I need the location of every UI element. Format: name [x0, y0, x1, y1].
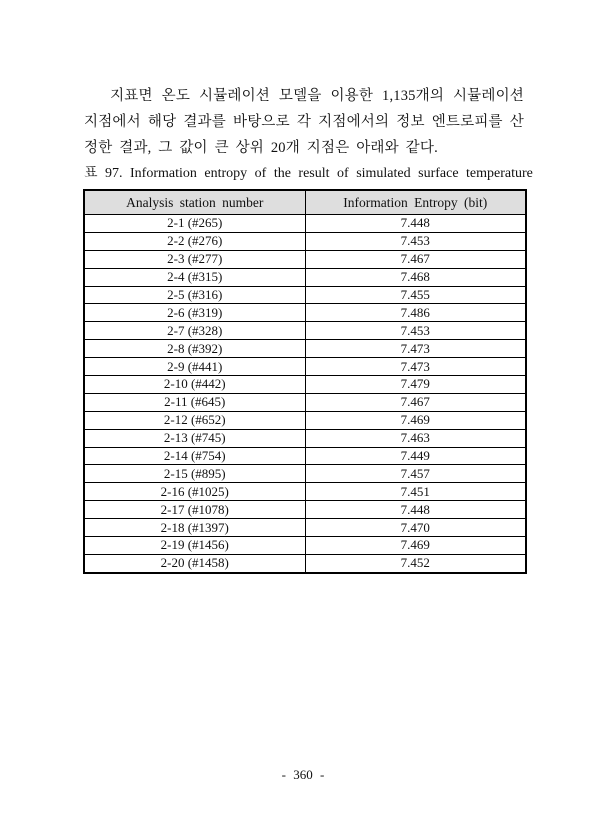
station-cell: 2-10 (#442)	[84, 376, 305, 394]
entropy-cell: 7.452	[305, 554, 526, 572]
entropy-cell: 7.453	[305, 322, 526, 340]
entropy-cell: 7.448	[305, 215, 526, 233]
table-header-row	[84, 190, 526, 215]
entropy-cell: 7.463	[305, 429, 526, 447]
table-row	[84, 304, 526, 322]
table-row	[84, 519, 526, 537]
entropy-cell: 7.468	[305, 268, 526, 286]
table-row	[84, 232, 526, 250]
column-header-station: Analysis station number	[84, 190, 305, 215]
table-row	[84, 465, 526, 483]
table-row	[84, 483, 526, 501]
entropy-cell: 7.473	[305, 358, 526, 376]
table-row	[84, 340, 526, 358]
table-body	[84, 215, 526, 573]
station-cell: 2-15 (#895)	[84, 465, 305, 483]
station-cell: 2-5 (#316)	[84, 286, 305, 304]
entropy-cell: 7.469	[305, 537, 526, 555]
body-paragraph: 지표면 온도 시뮬레이션 모델을 이용한 1,135개의 시뮬레이션 지점에서 해당 결과를 바탕으로 각 지점에서의 정보 엔트로피를 산정한 결과, 그 값이 큰 상위 20개 지점은 아래와 같다.	[84, 87, 524, 156]
station-cell: 2-2 (#276)	[84, 232, 305, 250]
station-cell: 2-3 (#277)	[84, 250, 305, 268]
entropy-cell: 7.453	[305, 232, 526, 250]
station-cell: 2-6 (#319)	[84, 304, 305, 322]
column-header-entropy: Information Entropy (bit)	[305, 190, 526, 215]
entropy-cell: 7.473	[305, 340, 526, 358]
entropy-cell: 7.467	[305, 393, 526, 411]
entropy-cell: 7.449	[305, 447, 526, 465]
station-cell: 2-16 (#1025)	[84, 483, 305, 501]
station-cell: 2-9 (#441)	[84, 358, 305, 376]
table-row	[84, 286, 526, 304]
entropy-table	[83, 189, 527, 574]
station-cell: 2-11 (#645)	[84, 393, 305, 411]
station-cell: 2-4 (#315)	[84, 268, 305, 286]
station-cell: 2-19 (#1456)	[84, 537, 305, 555]
entropy-cell: 7.467	[305, 250, 526, 268]
table-row	[84, 393, 526, 411]
table-row	[84, 554, 526, 572]
station-cell: 2-12 (#652)	[84, 411, 305, 429]
table-row	[84, 447, 526, 465]
table-row	[84, 215, 526, 233]
table-row	[84, 429, 526, 447]
station-cell: 2-18 (#1397)	[84, 519, 305, 537]
table-row	[84, 376, 526, 394]
entropy-cell: 7.479	[305, 376, 526, 394]
entropy-cell: 7.448	[305, 501, 526, 519]
station-cell: 2-17 (#1078)	[84, 501, 305, 519]
table-caption: 표 97. Information entropy of the result of simulated surface temperature	[84, 166, 533, 181]
station-cell: 2-8 (#392)	[84, 340, 305, 358]
table-row	[84, 501, 526, 519]
station-cell: 2-1 (#265)	[84, 215, 305, 233]
entropy-cell: 7.486	[305, 304, 526, 322]
entropy-cell: 7.457	[305, 465, 526, 483]
table-row	[84, 537, 526, 555]
table-row	[84, 268, 526, 286]
table-row	[84, 411, 526, 429]
station-cell: 2-20 (#1458)	[84, 554, 305, 572]
table-row	[84, 358, 526, 376]
station-cell: 2-7 (#328)	[84, 322, 305, 340]
table-row	[84, 322, 526, 340]
entropy-cell: 7.469	[305, 411, 526, 429]
table-row	[84, 250, 526, 268]
station-cell: 2-13 (#745)	[84, 429, 305, 447]
page-number: - 360 -	[281, 767, 325, 782]
entropy-cell: 7.470	[305, 519, 526, 537]
entropy-cell: 7.455	[305, 286, 526, 304]
station-cell: 2-14 (#754)	[84, 447, 305, 465]
entropy-cell: 7.451	[305, 483, 526, 501]
